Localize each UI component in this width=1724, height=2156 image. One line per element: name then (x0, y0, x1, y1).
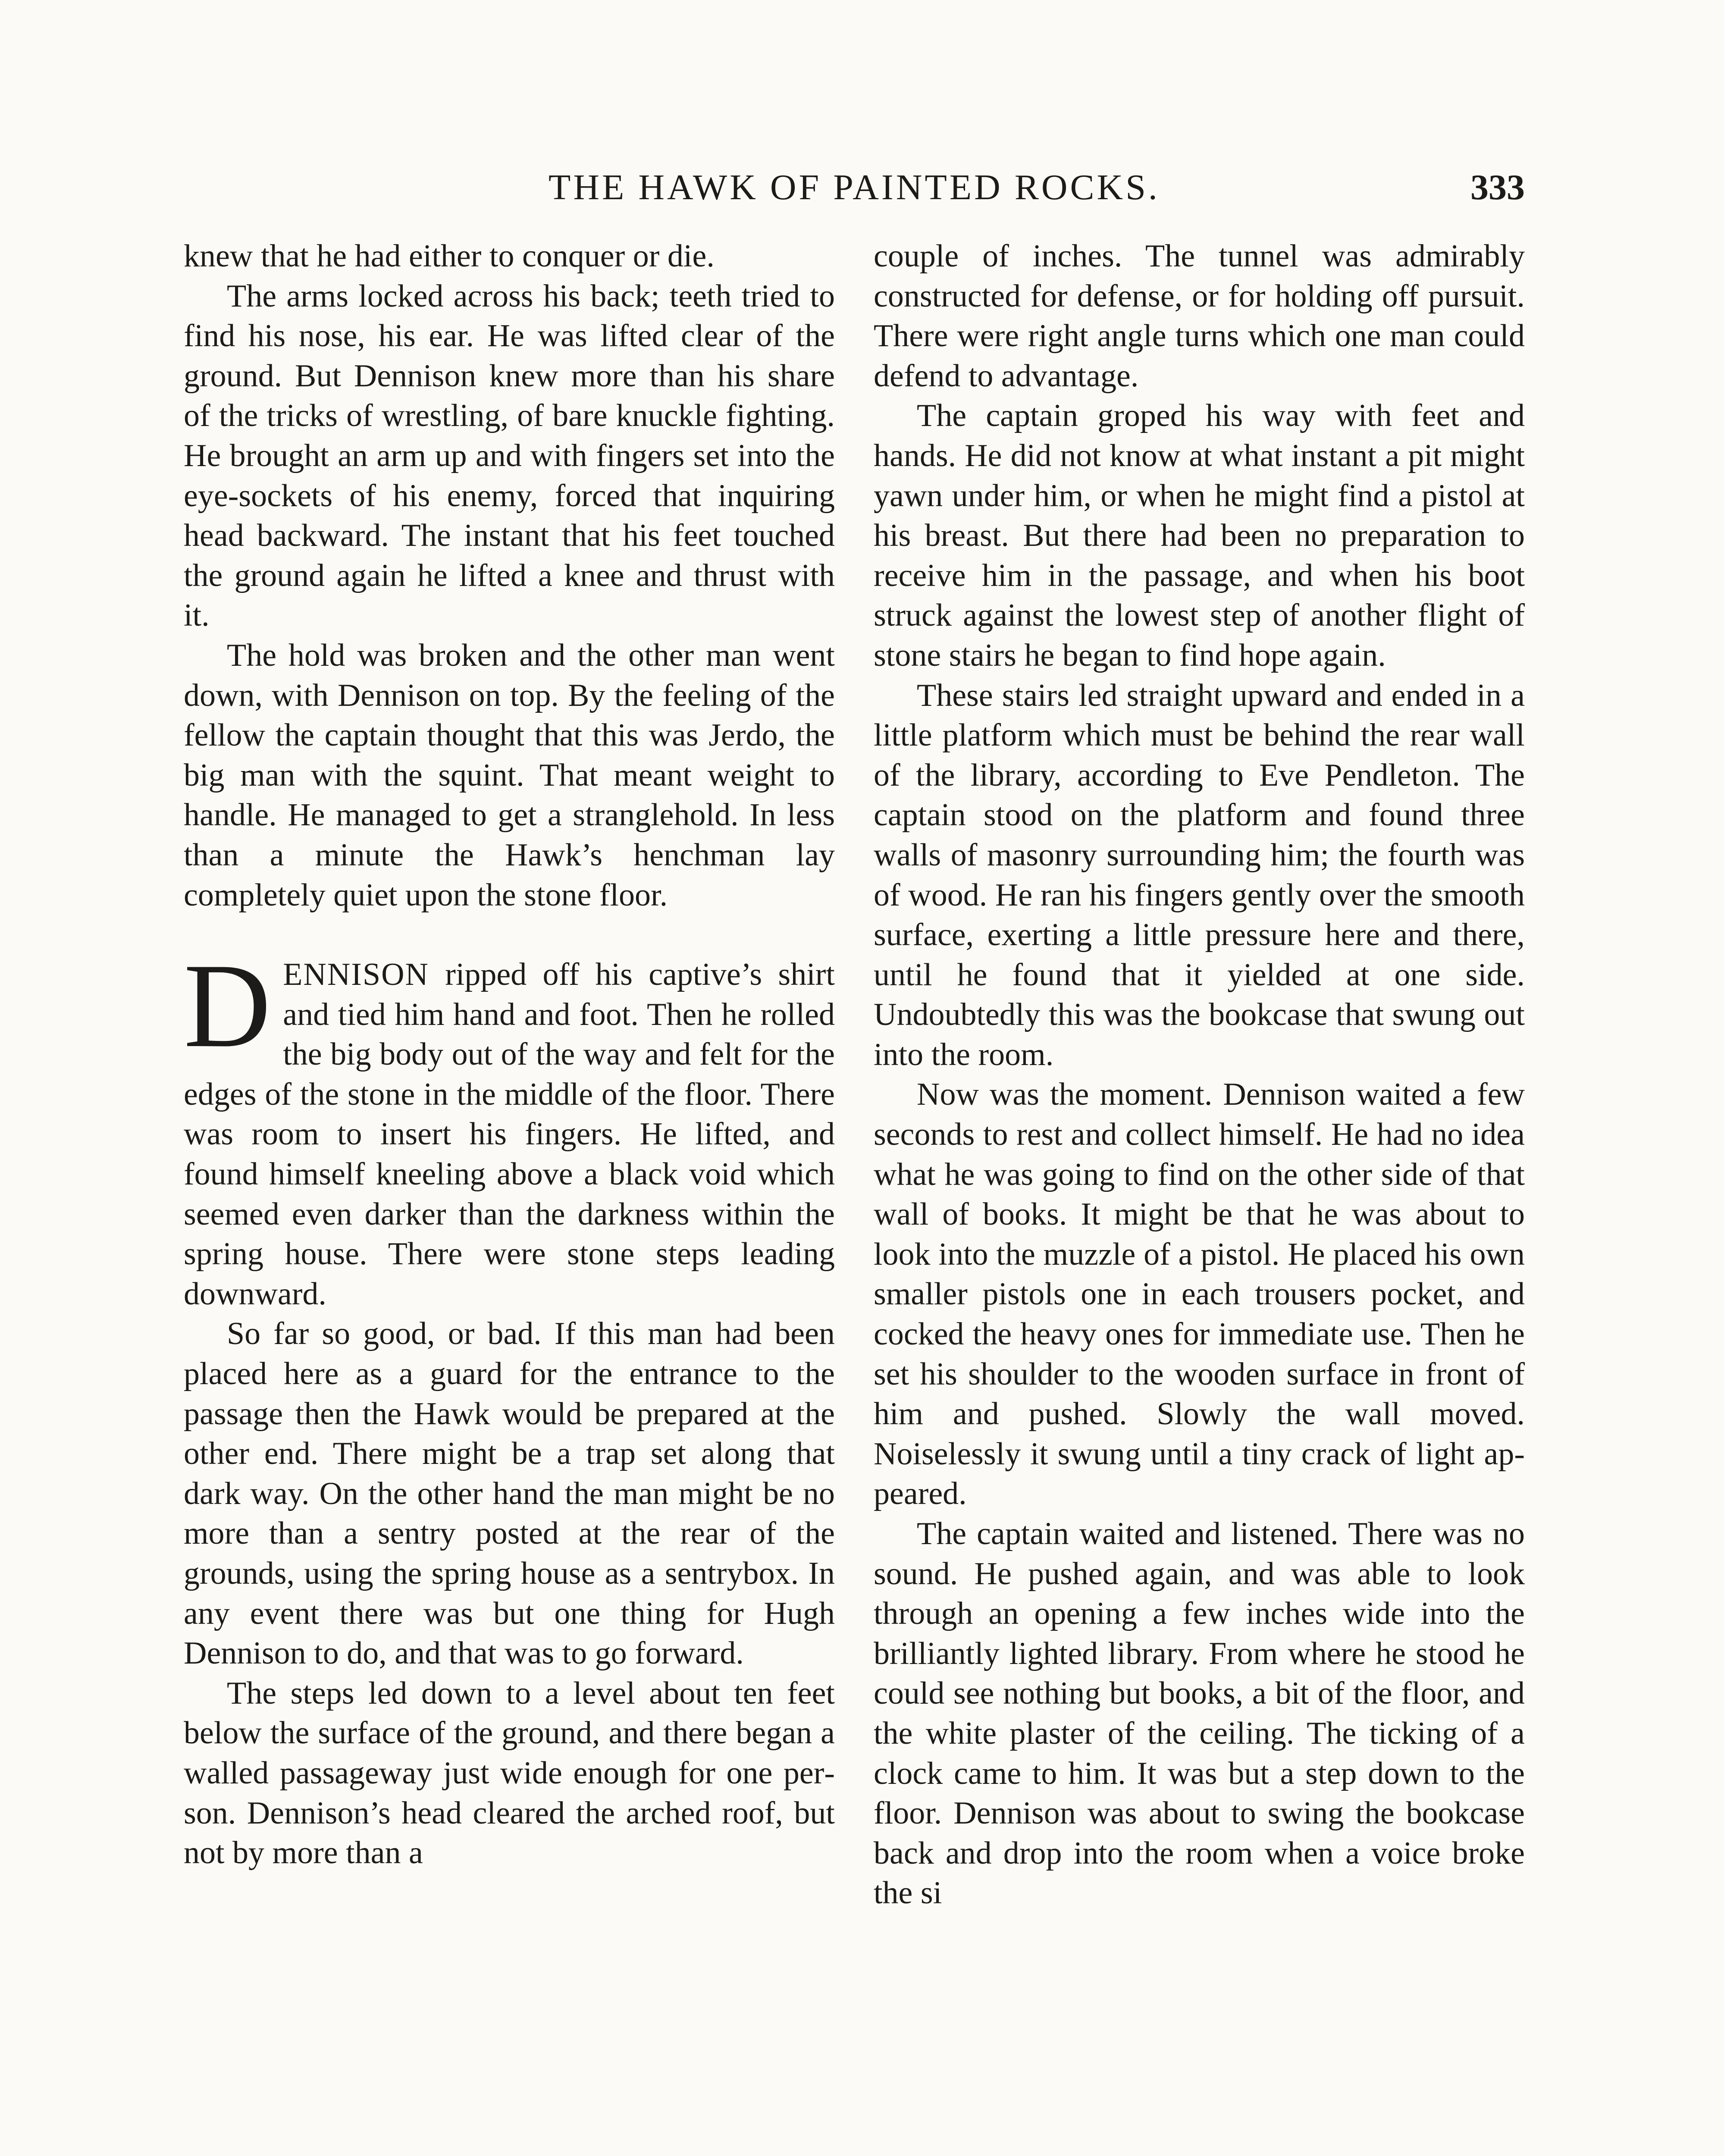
paragraph: knew that he had either to conquer or die. (184, 238, 715, 274)
section-opening-paragraph (184, 938, 835, 1314)
running-title: THE HAWK OF PAINTED ROCKS. (549, 167, 1160, 207)
paragraph-text: ripped off his captive’s shirt and tied him hand and foot. Then he rolled the big body out of the way and felt for the edges of the stone in the middle of the floor. There was room to insert his fingers. He lifted, and found himself kneeling above a black void which seemed even darker than the darkness within the spring house. There were stone steps leading downward. (184, 957, 835, 1312)
paragraph: So far so good, or bad. If this man had been placed here as a guard for the entrance to the passage then the Hawk would be prepared at the other end. There might be a trap set along that dark way. On the other hand the man might be no more than a sentry posted at the rear of the grounds, using the spring house as a sentrybox. In any event there was but one thing for Hugh Dennison to do, and that was to go forward. (184, 1316, 835, 1671)
paragraph: These stairs led straight upward and ended in a little platform which must be behind the rear wall of the library, according to Eve Pendleton. The captain stood on the platform and found three walls of masonry surrounding him; the fourth was of wood. He ran his fingers gently over the smooth surface, exerting a little pressure here and there, until he found that it yielded at one side. Undoubtedly this was the bookcase that swung out into the room. (874, 677, 1525, 1072)
paragraph: The hold was broken and the other man went down, with Dennison on top. By the feeling of the fellow the captain thought that this was Jerdo, the big man with the squint. That meant weight to handle. He managed to get a stranglehold. In less than a minute the Hawk’s henchman lay completely quiet upon the stone floor. (184, 637, 835, 913)
right-column (874, 236, 1525, 1913)
page-header (184, 160, 1525, 216)
small-caps-lead: ENNISON (283, 957, 429, 993)
paragraph: The arms locked across his back; teeth tried to find his nose, his ear. He was lifted clear of the ground. But Dennison knew more than his share of the tricks of wrestling, of bare knuckle fighting. He brought an arm up and with fingers set into the eye-sockets of his enemy, forced that inquiring head backward. The instant that his feet touched the ground again he lifted a knee and thrust with it. (184, 278, 835, 633)
page-number: 333 (1470, 167, 1525, 207)
paragraph: The captain waited and listened. There was no sound. He pushed again, and was able to look through an opening a few inches wide into the brilliantly lighted library. From where he stood he could see nothing but books, a bit of the floor, and the white plaster of the ceiling. The ticking of a clock came to him. It was but a step down to the floor. Dennison was about to swing the bookcase back and drop into the room when a voice broke the si (874, 1516, 1525, 1911)
paragraph: The steps led down to a level about ten feet below the surface of the ground, and there began a walled passageway just wide enough for one person. Dennison’s head cleared the arched roof, but not by more than a (184, 1675, 835, 1871)
paragraph: Now was the moment. Dennison waited a few seconds to rest and collect himself. He had no idea what he was going to find on the other side of that wall of books. It might be that he was about to look into the muzzle of a pistol. He placed his own smaller pistols one in each trousers pocket, and cocked the heavy ones for immediate use. Then he set his shoulder to the wooden surface in front of him and pushed. Slowly the wall moved. Noiselessly it swung until a tiny crack of light appeared. (874, 1077, 1525, 1512)
paragraph: couple of inches. The tunnel was admirably constructed for defense, or for holding off pursuit. There were right angle turns which one man could defend to advantage. (874, 238, 1525, 394)
paragraph: The captain groped his way with feet and hands. He did not know at what instant a pit might yawn under him, or when he might find a pistol at his breast. But there had been no preparation to receive him in the passage, and when his boot struck against the lowest step of another flight of stone stairs he began to find hope again. (874, 398, 1525, 673)
drop-cap: D (184, 938, 271, 1073)
left-column (184, 236, 835, 1873)
